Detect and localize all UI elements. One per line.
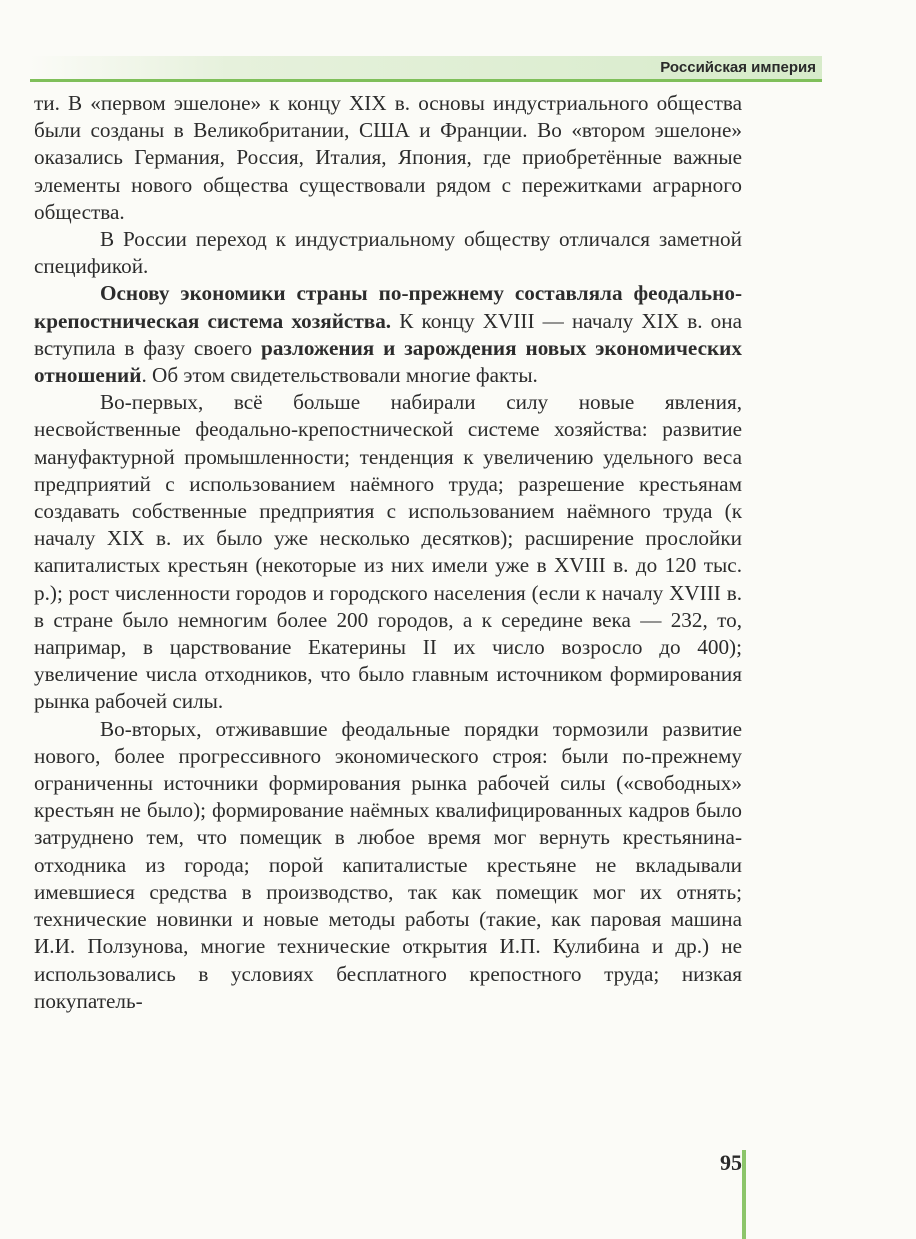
text-run: . Об этом свидетельствовали многие факты. [141, 363, 538, 388]
bold-text-run: Основу экономики страны по-прежнему составляла феодально-крепостническая система хозяйства. [34, 281, 742, 333]
text-run: ти. В «первом эшелоне» к концу XIX в. основы индустриального общества были созданы в Великобритании, США и Франции. Во «втором эшелоне» оказались Германия, Россия, Италия, Япония, где приобретённые важные элементы нового общества существовали рядом с пережитками аграрного общества. [34, 91, 742, 224]
page-edge-accent-bar [742, 1150, 746, 1239]
paragraph [34, 389, 742, 715]
text-run: К концу XVIII — началу XIX в. она вступила в фазу своего [34, 308, 742, 360]
running-head-title: Российская империя [660, 59, 816, 76]
text-run: В России переход к индустриальному обществу отличался заметной спецификой. [34, 227, 742, 279]
body-text [34, 90, 742, 1015]
paragraph [34, 716, 742, 1015]
bold-text-run: разложения и зарождения новых экономических отношений [34, 335, 742, 388]
paragraph [34, 226, 742, 280]
page-number: 95 [720, 1150, 742, 1175]
paragraph [34, 280, 742, 389]
paragraph [34, 90, 742, 226]
text-run: Во-первых, всё больше набирали силу новые явления, несвойственные феодально-крепостнической системе хозяйства: развитие мануфактурной промышленности; тенденция к увеличению удельного веса предприятий с использованием наёмного труда; разрешение крестьянам создавать собственные предприятия с использованием наёмного труда (к началу XIX в. их было уже несколько десятков); расширение прослойки капиталистых крестьян (некоторые из них имели уже в XVIII в. до 120 тыс. р.); рост численности городов и городского населения (если к началу XVIII в. в стране было немногим более 200 городов, а к середине века — 232, то, напримар, в царствование Екатерины II их число возросло до 400); увеличение числа отходников, что было главным источником формирования рынка рабочей силы. [34, 390, 742, 714]
text-run: Во-вторых, отживавшие феодальные порядки тормозили развитие нового, более прогрессивного экономического строя: были по-прежнему ограниченны источники формирования рынка рабочей силы («свободных» крестьян не было); формирование наёмных квалифицированных кадров было затруднено тем, что помещик в любое время мог вернуть крестьянина-отходника из города; порой капиталистые крестьяне не вкладывали имевшиеся средства в производство, так как помещик мог их отнять; технические новинки и новые методы работы (такие, как паровая машина И.И. Ползунова, многие технические открытия И.П. Кулибина и др.) не использовались в условиях бесплатного крепостного труда; низкая покупатель- [34, 716, 742, 1013]
